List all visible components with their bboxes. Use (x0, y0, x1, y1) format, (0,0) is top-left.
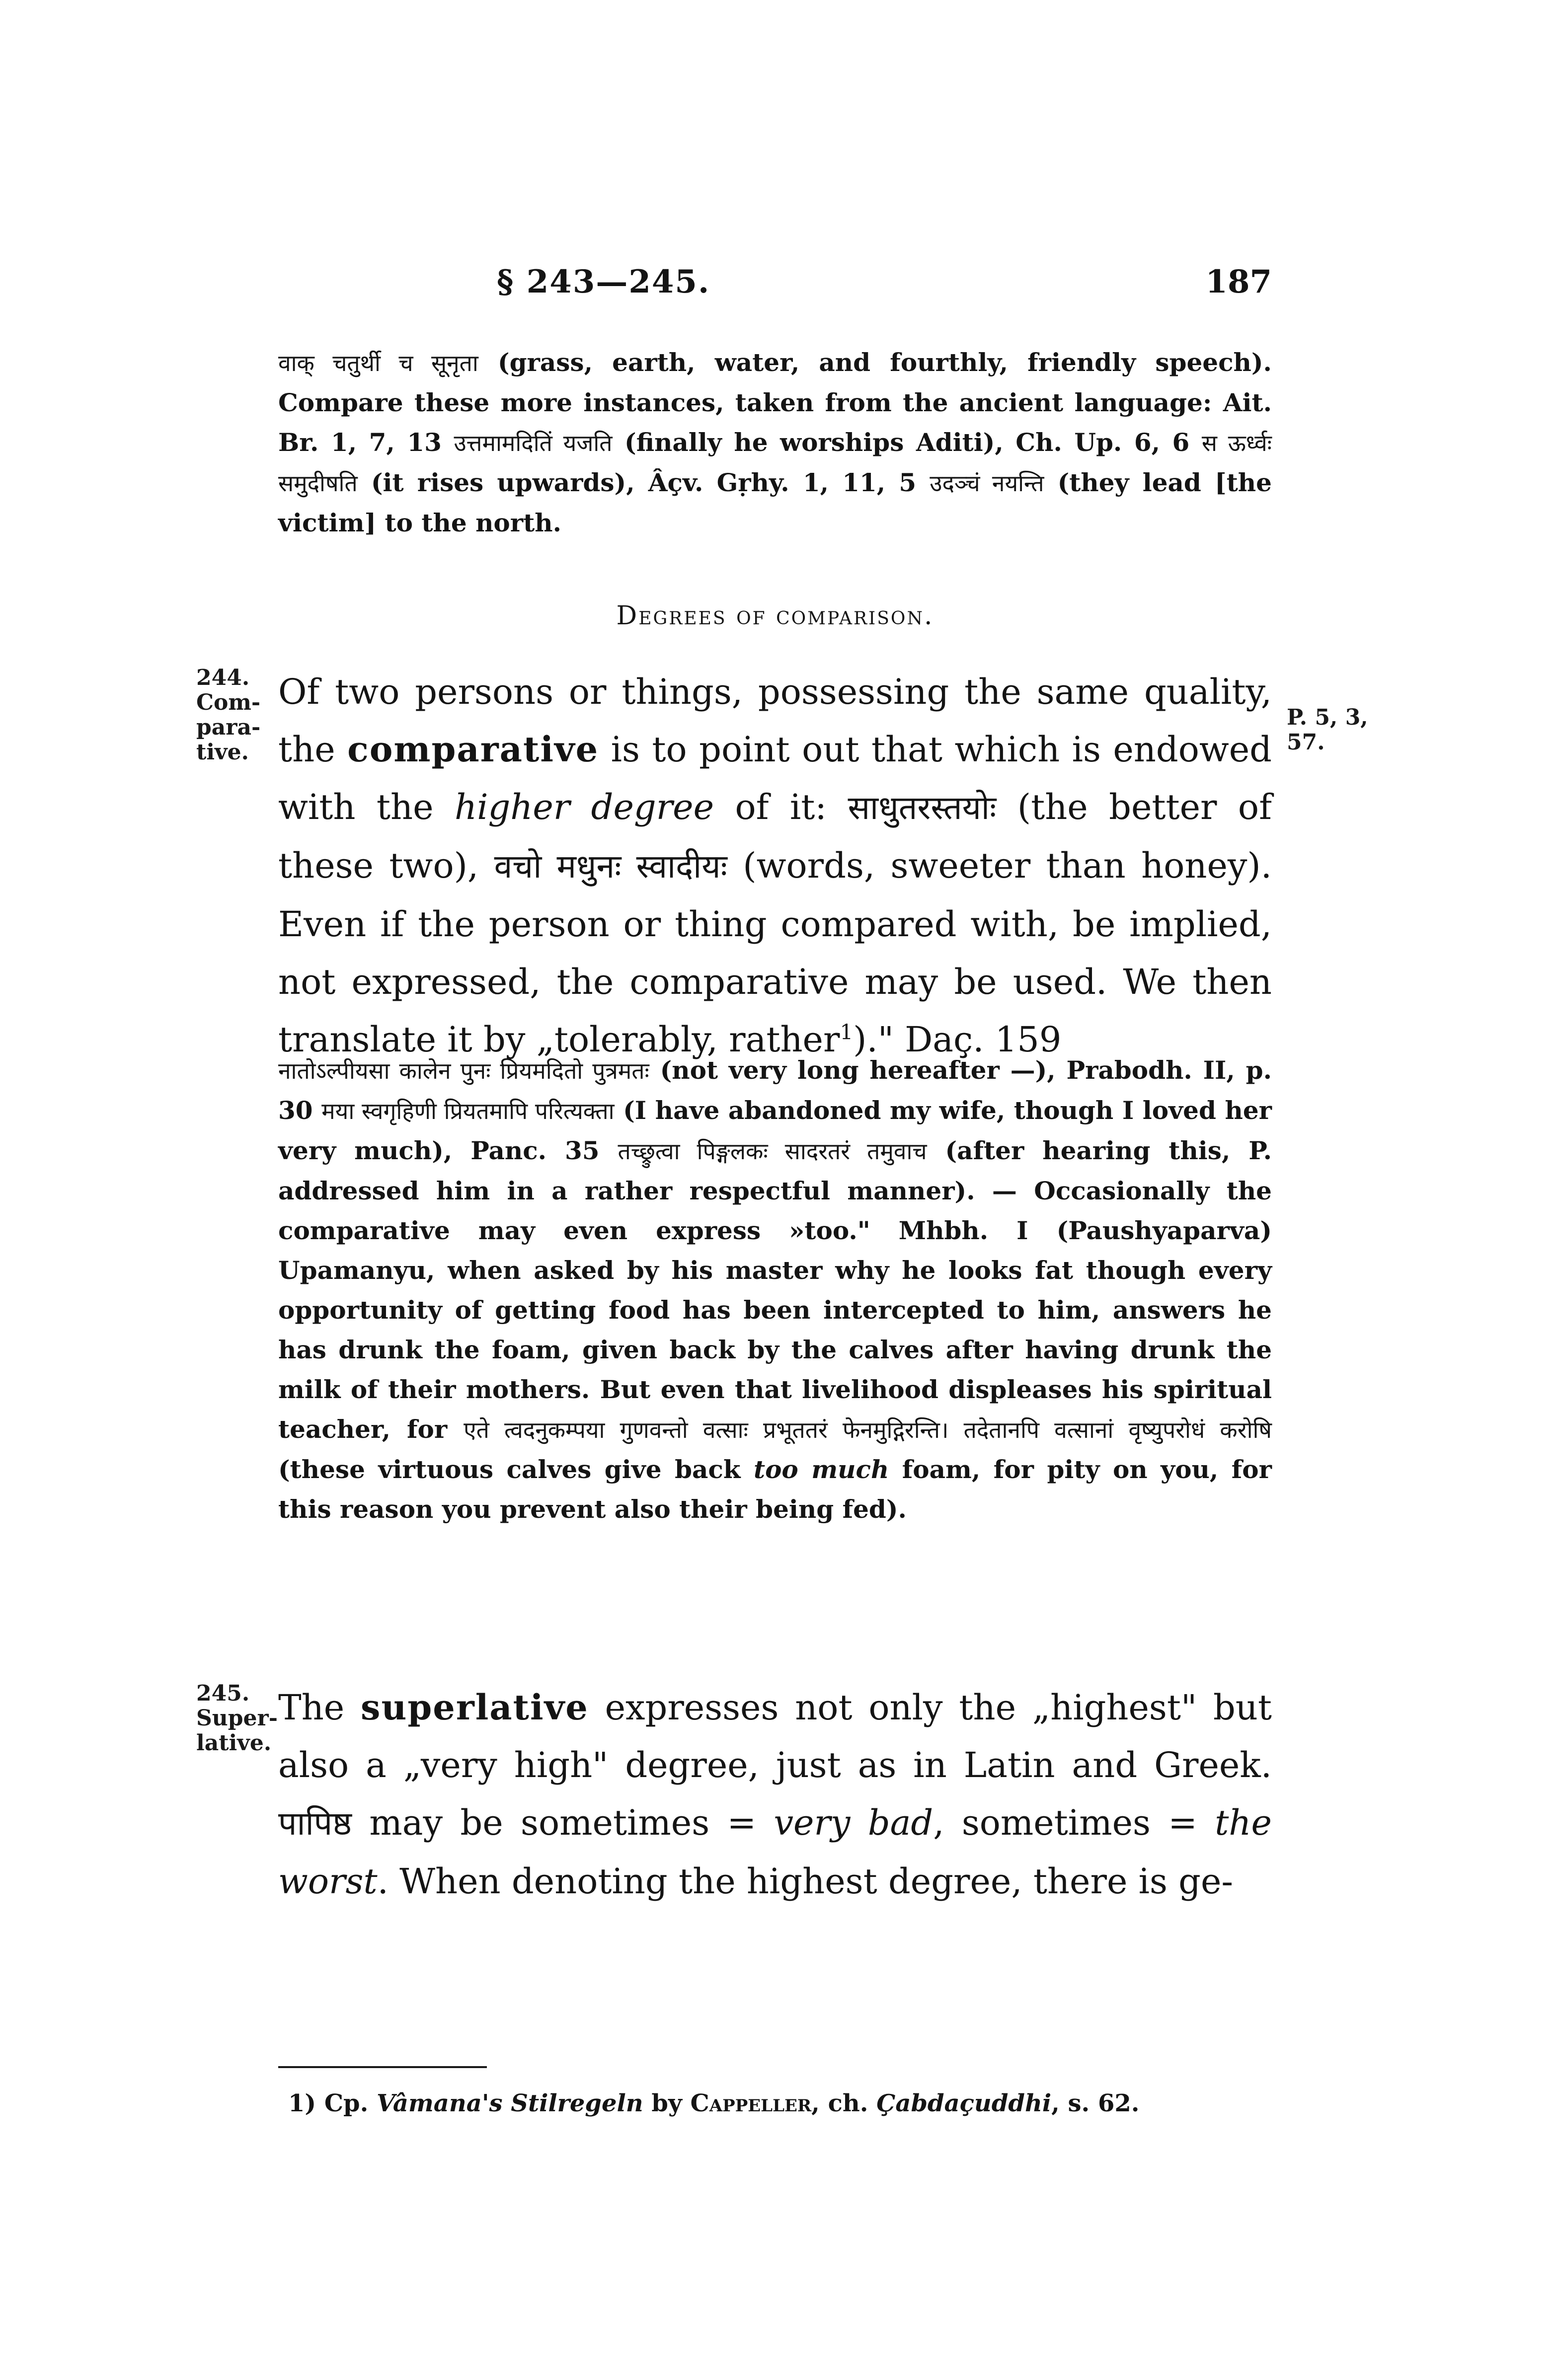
footnote-mark[interactable]: 1 (840, 1020, 854, 1044)
term-superlative: superlative (361, 1687, 589, 1728)
margin-note-comparative (196, 666, 260, 765)
body-text: expresses not only the „highest" but also a „very high" degree, just as in Latin and Greek. (278, 1687, 1272, 1785)
footnote-text: by (651, 2089, 682, 2117)
body-text: , sometimes = (933, 1802, 1197, 1843)
emphasis-text: higher degree (455, 787, 714, 827)
sanskrit-quote: नातोऽल्पीयसा कालेन पुनः प्रियमदितो पुत्रमतः (278, 1057, 649, 1084)
sanskrit-quote: एते त्वदनुकम्पया गुणवन्तो वत्साः प्रभूततरं फेनमुद्गिरन्ति। तदेतानपि वत्सानां वृष्युपरोधं करोषि (464, 1416, 1272, 1443)
margin-line: 57. (1287, 730, 1325, 755)
term-comparative: comparative (347, 729, 599, 770)
sanskrit-quote: वाक् चतुर्थी च सूनृता (278, 350, 478, 376)
running-head (278, 263, 1272, 313)
sanskrit-quote: मया स्वगृहिणी प्रियतमापि परित्यक्ता (321, 1098, 615, 1124)
translation-text: (it rises upwards), Âçv. Gṛhy. 1, 11, 5 (371, 468, 917, 497)
page-number: 187 (1205, 263, 1272, 300)
sanskrit-quote: वचो मधुनः स्वादीयः (494, 847, 727, 886)
sanskrit-quote: उदञ्चं नयन्ति (930, 470, 1044, 497)
sanskrit-quote: उत्तमामदितिं यजति (454, 430, 613, 456)
section-heading: Degrees of comparison. (616, 601, 934, 631)
cited-author: Cappeller (690, 2089, 812, 2117)
emphasis-text: too much (753, 1455, 889, 1484)
margin-line: Super- (196, 1706, 278, 1731)
footnote-number: 1) (288, 2089, 316, 2117)
paragraph-245 (278, 1679, 1272, 1910)
sanskrit-quote: पापिष्ठ (278, 1804, 352, 1843)
footnote (288, 2086, 1272, 2121)
emphasis-text: very bad (774, 1802, 934, 1843)
margin-line: tive. (196, 740, 249, 765)
translation-text: foam, for pity on you, for this reason you prevent also their being fed). (278, 1455, 1272, 1524)
translation-text: (grass, earth, water, and fourthly, friendly speech). Compare these more instances, taken from the ancient language: Ait. Br. 1, 7, 13 (278, 348, 1272, 457)
section-range: § 243—245. (497, 263, 710, 300)
paragraph-244 (278, 663, 1272, 1068)
emphasis-text: the worst (278, 1802, 1272, 1902)
body-text: . When denoting the highest degree, there is ge- (377, 1861, 1234, 1902)
sanskrit-quote: साधुतरस्तयोः (848, 789, 997, 827)
body-text: )." Daç. 159 (853, 1019, 1062, 1060)
footnote-text: , ch. (811, 2089, 868, 2117)
body-text: of it: (735, 787, 827, 827)
translation-text: (after hearing this, P. addressed him in a rather respectful manner). — Occasionally the comparative may even express »too." Mhbh. I (Paushyaparva) Upamanyu, when asked by his master why he looks fat though every opportunity of getting food has been intercepted to him, answers he has drunk the foam, given back by the calves after having drunk the milk of their mothers. But even that livelihood displeases his spiritual teacher, for (278, 1136, 1272, 1444)
margin-line: 244. (196, 665, 250, 690)
sanskrit-quote: स ऊर्ध्वः समुदीषति (278, 430, 1272, 497)
cited-chapter: Çabdaçuddhi (876, 2089, 1052, 2117)
body-text: (the better of these two), (278, 787, 1272, 886)
body-text: (words, sweeter than honey). Even if the person or thing compared with, be implied, not expressed, the comparative may be used. We then translate it by „tolerably, rather (278, 845, 1272, 1060)
margin-line: para- (196, 715, 261, 740)
paragraph-244-examples (278, 1050, 1272, 1529)
margin-line: 245. (196, 1681, 250, 1706)
body-text: is to point out that which is endowed with the (278, 729, 1272, 827)
sanskrit-quote: तच्छ्रुत्वा पिङ्गलकः सादरतरं तमुवाच (618, 1138, 927, 1165)
translation-text: (not very long hereafter —), Prabodh. II, p. 30 (278, 1055, 1272, 1125)
footnote-text: Cp. (324, 2089, 369, 2117)
footnote-divider (278, 2066, 487, 2068)
translation-text: (finally he worships Aditi), Ch. Up. 6, 6 (624, 428, 1190, 457)
margin-note-panini-ref (1287, 705, 1368, 755)
margin-line: P. 5, 3, (1287, 705, 1368, 730)
margin-note-superlative (196, 1681, 278, 1756)
translation-text: (these virtuous calves give back (278, 1455, 741, 1484)
cited-title: Vâmana's Stilregeln (377, 2089, 643, 2117)
margin-line: Com- (196, 690, 261, 715)
body-text: The (278, 1687, 345, 1728)
body-text: Of two persons or things, possessing the same quality, the (278, 671, 1272, 770)
footnote-text: , s. 62. (1051, 2089, 1140, 2117)
body-text: may be sometimes = (369, 1802, 757, 1843)
translation-text: (I have abandoned my wife, though I loved her very much), Panc. 35 (278, 1096, 1272, 1165)
translation-text: (they lead [the victim] to the north. (278, 468, 1272, 537)
margin-line: lative. (196, 1730, 272, 1756)
intro-paragraph (278, 343, 1272, 543)
para-first-line (278, 671, 1272, 1060)
